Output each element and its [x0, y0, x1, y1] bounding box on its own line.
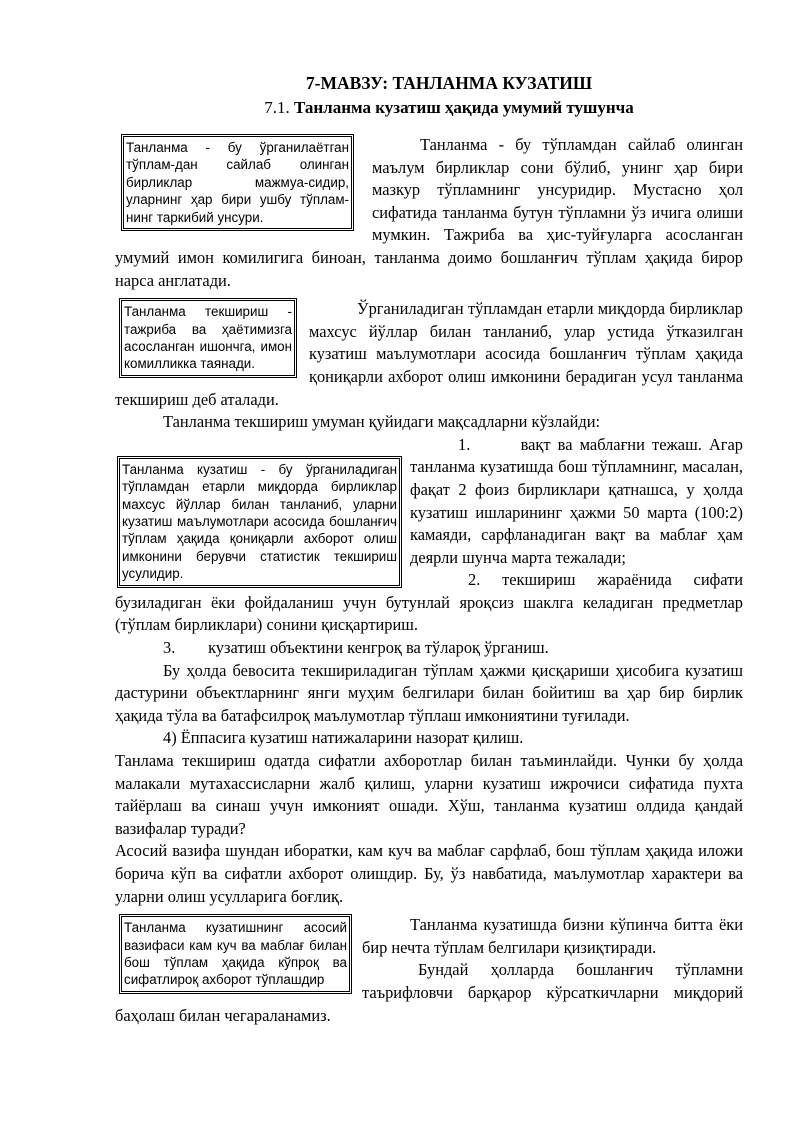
document-page	[115, 72, 743, 1027]
definition-box-sample-observation: Танланма кузатиш - бу ўрганиладиган тўпламдан етарли миқдорда бирликлар махсус йўллар билан танланиб, уларни кузатиш маълумотлари асосида бошланғич тўплам ҳақида қониқарли ахборот олиш имконини берувчи статистик текшириш усулидир.	[117, 456, 402, 588]
definition-box-sample: Танланма - бу ўрганилаётган тўплам-дан сайлаб олинган бирликлар мажмуа-сидир, уларнинг ҳар бири ушбу тўплам-нинг таркибий унсури.	[121, 134, 354, 231]
paragraph-attributes: Танланма кузатишда бизни кўпинча битта ёки бир нечта тўплам белгилари қизиқтиради.	[362, 915, 743, 957]
definition-box-main-task: Танланма кузатишнинг асосий вазифаси кам куч ва маблағ билан бош тўплам ҳақида кўпроқ ва сифатлироқ ахборот тўплашдир	[119, 914, 352, 994]
section-number: 7.1.	[264, 98, 294, 117]
section-heading	[155, 95, 743, 120]
paragraph-estimation: Бундай ҳолларда бошланғич тўпламни таърифловчи барқарор кўрсаткичларни миқдорий баҳолаш билан чегараланамиз.	[115, 960, 743, 1025]
paragraph-goals-intro: Танланма текшириш умуман қуйидаги мақсадларни кўзлайди:	[163, 412, 601, 432]
paragraph-goal-4: 4) Ёппасига кузатиш натижаларини назорат қилиш.	[163, 728, 524, 748]
paragraph-main-task: Асосий вазифа шундан иборатки, кам куч ва маблағ сарфлаб, бош тўплам ҳақида иложи борича кўп ва сифатли ахборот олишдир. Бу, ўз навбатида, маълумотлар характери ва уларни олиш усулларига боғлиқ.	[115, 841, 743, 906]
paragraph-goal-2: 2. текшириш жараёнида сифати бузиладиган ёки фойдаланиш учун бутунлай яроқсиз шаклга келадиган предметлар (тўплам бирликлари) сонини қисқартириш.	[115, 570, 743, 635]
paragraph-sample-definition: Танланма - бу тўпламдан сайлаб олинган маълум бирликлар сони бўлиб, унинг ҳар бири мазкур тўпламнинг унсуридир. Мустасно ҳол сифатида танланма бутун тўпламни ўз ичига олиши мумкин. Тажриба ва ҳис-туйғуларга асосланган умумий имон комилигига биноан, танланма доимо бошланғич тўплам ҳақида бирор нарса англатади.	[115, 135, 743, 290]
paragraph-sample-check: Ўрганиладиган тўпламдан етарли миқдорда бирликлар махсус йўллар билан танланиб, улар устида ўтказилган кузатиш маълумотлари асосида бошланғич тўплам ҳақида қониқарли ахборот олиш имконини берадиган усул танланма текшириш деб аталади.	[115, 299, 743, 409]
paragraph-goal-1: 1. вақт ва маблағни тежаш. Агар танланма кузатишда бош тўпламнинг, масалан, фақат 2 фоиз бирликлари қатнашса, у ҳолда кузатиш ишларининг ҳажми 50 марта (100:2) камаяди, сарфланадиган вақт ва маблағ ҳам деярли шунча марта тежалади;	[410, 434, 743, 567]
paragraph-goal-3: 3. кузатиш объектини кенгроқ ва тўлароқ ўрганиш.	[163, 638, 549, 658]
paragraph-goal-3-detail: Бу ҳолда бевосита текшириладиган тўплам ҳажми қисқариши ҳисобига кузатиш дастурини объектларнинг янги муҳим белгилари билан бойитиш ва ҳар бир бирлик ҳақида тўла ва батафсилроқ маълумотлар тўплаш имкониятини туғилади.	[115, 660, 743, 725]
page-title: 7-МАВЗУ: ТАНЛАНМА КУЗАТИШ	[305, 73, 593, 93]
paragraph-quality: Танлама текшириш одатда сифатли ахборотлар билан таъминлайди. Чунки бу ҳолда малакали мутахассисларни жалб қилиш, уларни кузатиш ижрочиси сифатида пухта тайёрлаш ва синаш учун имконият ошади. Хўш, танланма кузатиш олдида қандай вазифалар туради?	[115, 751, 743, 838]
section-title: Танланма кузатиш ҳақида умумий тушунча	[293, 98, 634, 117]
definition-box-sample-check: Танланма текшириш - тажриба ва ҳаётимизга асосланган ишончга, имон комилликка таянади.	[119, 298, 297, 378]
